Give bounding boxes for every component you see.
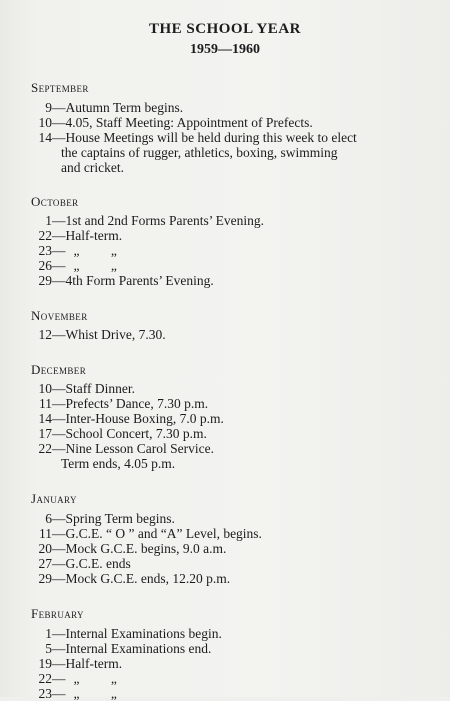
list-item: 17—School Concert, 7.30 p.m. (38, 426, 207, 441)
list-item: 27—G.C.E. ends (38, 556, 131, 571)
list-item: 11—Prefects’ Dance, 7.30 p.m. (39, 396, 209, 411)
list-item: 26— „ „ (38, 258, 131, 273)
list-item: 9—Autumn Term begins. (45, 100, 184, 115)
list-item: 22—Half-term. (38, 228, 123, 243)
list-item: 23— „ „ (38, 243, 131, 258)
list-item: 20—Mock G.C.E. begins, 9.0 a.m. (38, 541, 227, 556)
list-item: 6—Spring Term begins. (45, 511, 175, 526)
list-item: 10—4.05, Staff Meeting: Appointment of Prefects. (38, 115, 313, 130)
list-item: 10—Staff Dinner. (38, 381, 135, 396)
month-heading-december: December (31, 362, 87, 377)
list-item-continuation: the captains of rugger, athletics, boxing, swimming (61, 145, 338, 160)
school-year-range: 1959—1960 (190, 42, 260, 57)
list-item: 1—1st and 2nd Forms Parents’ Evening. (45, 213, 264, 228)
month-heading-september: September (31, 80, 89, 95)
list-item: 29—Mock G.C.E. ends, 12.20 p.m. (38, 571, 231, 586)
list-item-continuation: and cricket. (61, 160, 124, 175)
list-item: 23— „ „ (38, 686, 131, 701)
list-item: 29—4th Form Parents’ Evening. (38, 273, 214, 288)
list-item: 22— „ „ (38, 671, 131, 686)
list-item: 22—Nine Lesson Carol Service. (38, 441, 214, 456)
month-heading-october: October (31, 194, 79, 209)
month-heading-november: November (31, 308, 88, 323)
list-item: 14—Inter-House Boxing, 7.0 p.m. (38, 411, 224, 426)
list-item: 12—Whist Drive, 7.30. (38, 327, 166, 342)
month-heading-february: February (31, 606, 84, 621)
list-item-continuation: Term ends, 4.05 p.m. (61, 456, 176, 471)
month-heading-january: January (31, 491, 77, 506)
page-title: THE SCHOOL YEAR (149, 21, 301, 37)
list-item: 11—G.C.E. “ O ” and “A” Level, begins. (39, 526, 262, 541)
list-item: 19—Half-term. (38, 656, 123, 671)
list-item: 1—Internal Examinations begin. (45, 626, 222, 641)
list-item: 14—House Meetings will be held during this week to elect (38, 130, 357, 145)
list-item: 5—Internal Examinations end. (45, 641, 212, 656)
